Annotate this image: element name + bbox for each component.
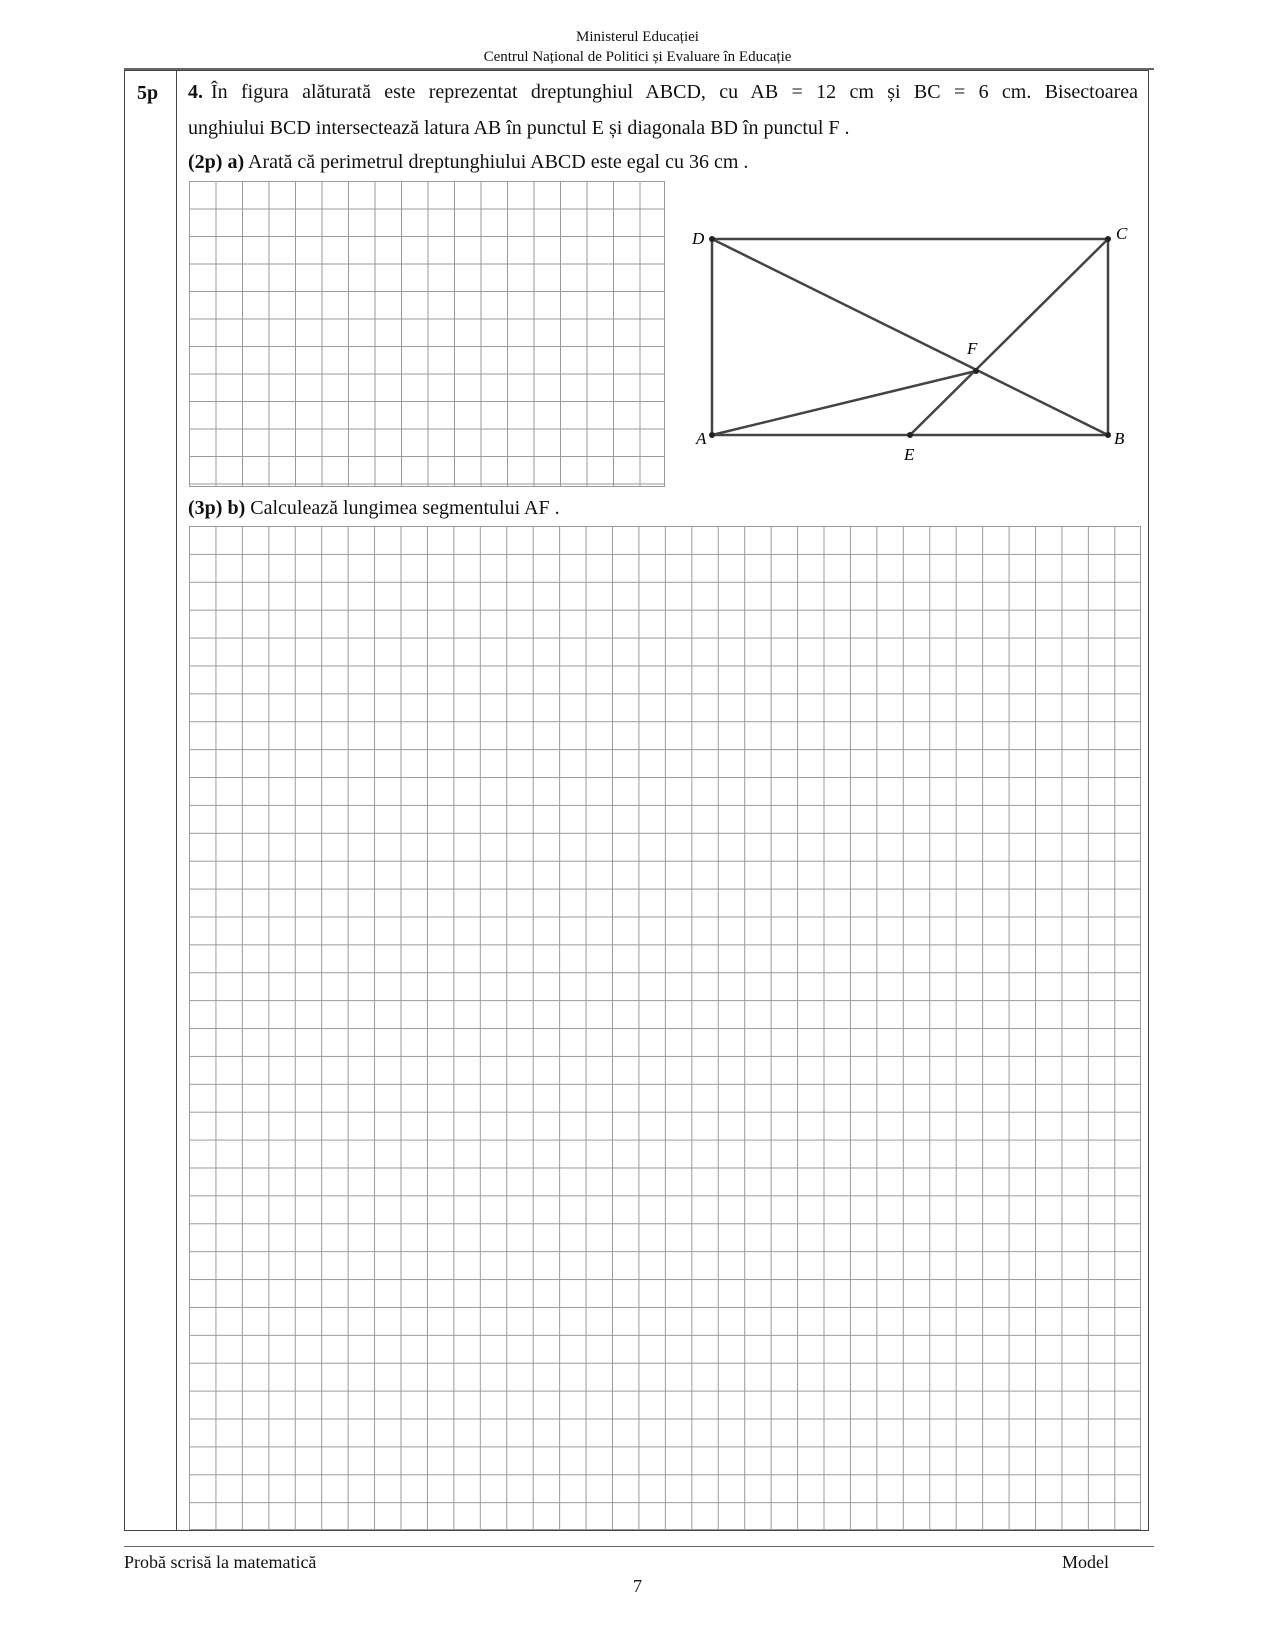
- label-a: A: [696, 429, 707, 448]
- header-ministry: Ministerul Educației: [576, 29, 699, 45]
- label-b: B: [1114, 429, 1125, 448]
- footer-rule: [124, 1546, 1154, 1547]
- part-b-marker: (3p) b): [188, 497, 246, 519]
- label-f: F: [967, 339, 978, 358]
- answer-grid-b[interactable]: [189, 526, 1141, 1530]
- part-b-line: [188, 496, 560, 520]
- page-number: 7: [633, 1576, 642, 1596]
- rectangle-diagram-svg: [680, 220, 1140, 465]
- item-statement-line1: [188, 80, 1138, 104]
- points-label: 5p: [137, 82, 159, 104]
- points-column: [125, 71, 177, 1530]
- answer-grid-a[interactable]: [189, 181, 665, 487]
- part-a-line: [188, 150, 748, 174]
- header-center: Centrul Național de Politici și Evaluare în Educație: [483, 49, 792, 65]
- item-statement-line2: unghiului BCD intersectează latura AB în punctul E și diagonala BD în punctul F .: [188, 117, 850, 139]
- point-c: [1105, 236, 1111, 242]
- part-a-marker: (2p) a): [188, 151, 245, 173]
- point-d: [709, 236, 715, 242]
- label-e: E: [904, 445, 915, 464]
- point-a: [709, 432, 715, 438]
- diagonal-bd: [712, 239, 1108, 435]
- part-b-text: Calculează lungimea segmentului AF .: [250, 497, 560, 519]
- segment-af: [712, 371, 976, 435]
- point-f: [973, 368, 979, 374]
- point-e: [907, 432, 913, 438]
- statement-line1-text: În figura alăturată este reprezentat dreptunghiul ABCD, cu AB = 12 cm și BC = 6 cm. Bisectoarea: [211, 81, 1138, 103]
- label-d: D: [692, 229, 705, 248]
- item-number: 4.: [188, 81, 203, 103]
- footer-model: Model: [1062, 1552, 1109, 1572]
- point-b: [1105, 432, 1111, 438]
- part-a-text: Arată că perimetrul dreptunghiului ABCD este egal cu 36 cm .: [248, 151, 749, 173]
- label-c: C: [1116, 224, 1128, 243]
- rectangle-figure: [680, 220, 1140, 465]
- bisector-ce: [910, 239, 1108, 435]
- footer-subject: Probă scrisă la matematică: [124, 1552, 317, 1572]
